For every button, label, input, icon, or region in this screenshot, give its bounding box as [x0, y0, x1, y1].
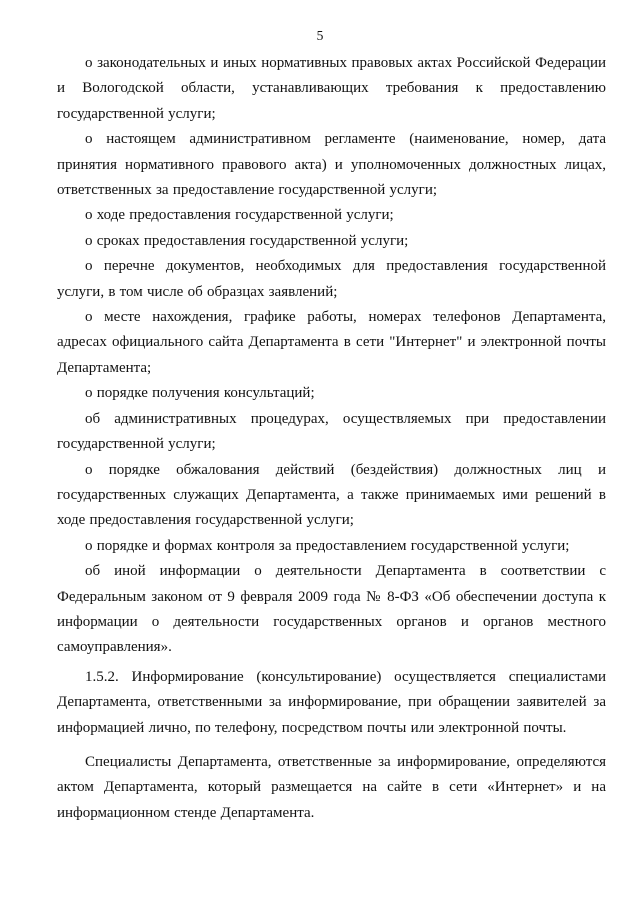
paragraph-legal-acts: о законодательных и иных нормативных правовых актах Российской Федерации и Вологодской области, устанавливающих требования к предоставлению государственной услуги; — [57, 55, 606, 122]
document-body — [57, 51, 606, 826]
paragraph-control: о порядке и формах контроля за предоставлением государственной услуги; — [85, 537, 570, 554]
paragraph-consultations: о порядке получения консультаций; — [85, 385, 315, 402]
paragraph-appeals: о порядке обжалования действий (бездействия) должностных лиц и государственных служащих Департамента, а также принимаемых ими решений в ходе предоставления государственной услуги; — [57, 461, 606, 529]
paragraph-department-location: о месте нахождения, графике работы, номерах телефонов Департамента, адресах официального сайта Департамента в сети "Интернет" и электронной почты Департамента; — [57, 309, 606, 376]
page-number: 5 — [316, 28, 324, 43]
paragraph-service-progress: о ходе предоставления государственной услуги; — [85, 207, 394, 224]
paragraph-other-info: об иной информации о деятельности Департамента в соответствии с Федеральным законом от 9 февраля 2009 года № 8-ФЗ «Об обеспечении доступа к информации о деятельности государственных органов и органов местного самоуправления». — [57, 563, 606, 656]
paragraph-specialists: Специалисты Департамента, ответственные за информирование, определяются актом Департамента, который размещается на сайте в сети «Интернет» и на информационном стенде Департамента. — [57, 753, 606, 821]
paragraph-documents-list: о перечне документов, необходимых для предоставления государственной услуги, в том числе об образцах заявлений; — [57, 258, 606, 300]
paragraph-service-terms: о сроках предоставления государственной услуги; — [85, 232, 409, 249]
paragraph-regulation: о настоящем административном регламенте (наименование, номер, дата принятия нормативного правового акта) и уполномоченных должностных лицах, ответственных за предоставление государственной услуги; — [57, 131, 606, 199]
paragraph-procedures: об административных процедурах, осуществляемых при предоставлении государственной услуги; — [57, 410, 606, 453]
paragraph-1-5-2: 1.5.2. Информирование (консультирование) осуществляется специалистами Департамента, ответственными за информирование, при обращении заявителей за информацией лично, по телефону, посредством почты или электронной почты. — [57, 668, 606, 736]
